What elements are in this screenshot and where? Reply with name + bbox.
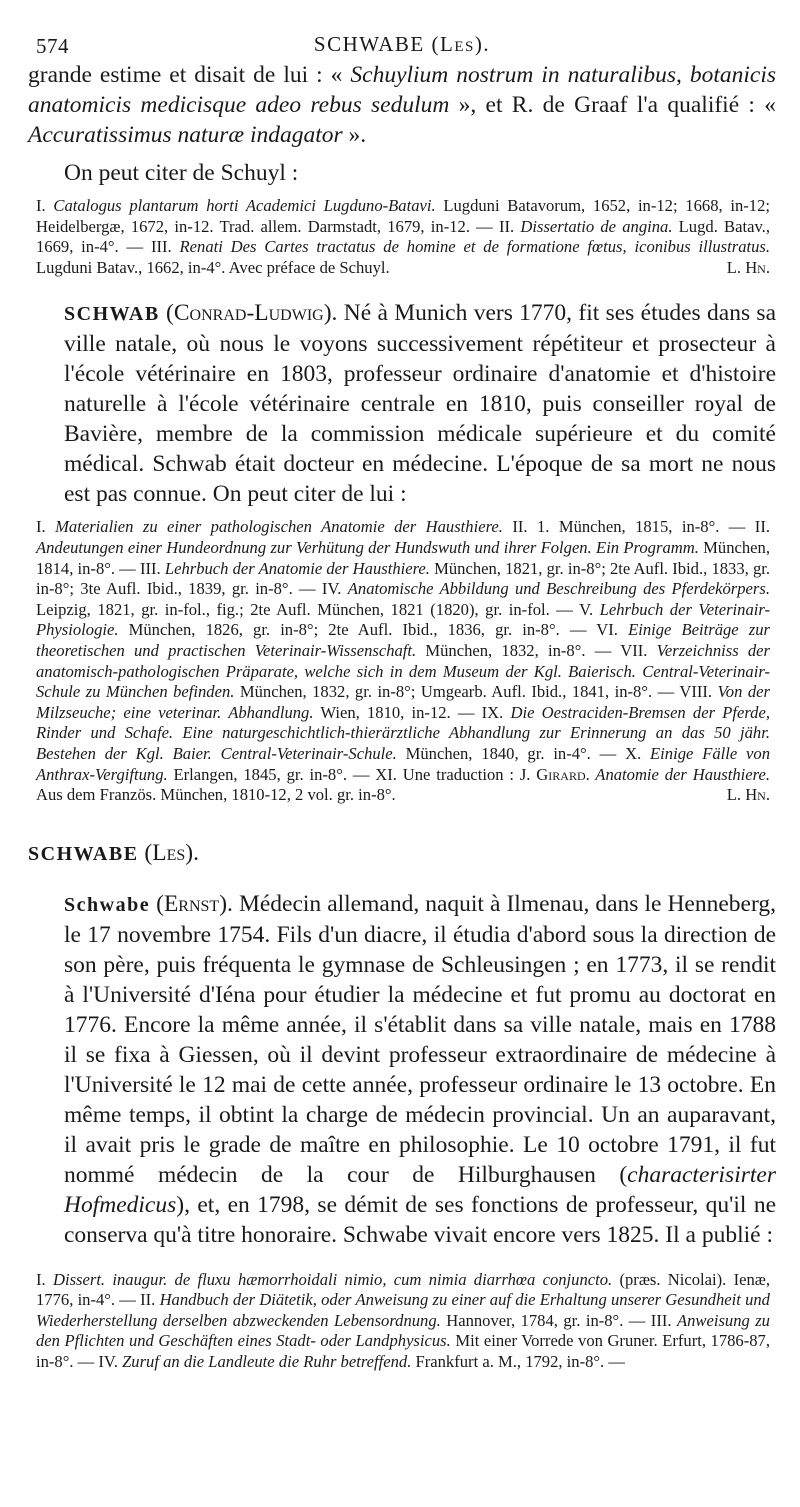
cite-schuyl: On peut citer de Schuyl : [64, 160, 299, 186]
bib-title: Andeutungen einer Hundeordnung zur Verhütung der Hundswuth und ihrer Folgen. Ein Programm. [36, 537, 699, 557]
bib-detail: Aus dem Französ. München, 1810-12, 2 vol. gr. in-8°. [36, 785, 396, 805]
bib-title: Anatomie der Hausthiere. [589, 764, 770, 784]
entry-text-2: ), et, en 1798, se démit de ses fonctions de professeur, qu'il ne conserva qu'à titre honoraire. Schwabe vivait encore vers 1825. Il a publié : [64, 1191, 776, 1248]
entry-name: SCHWAB [64, 303, 160, 326]
running-title-paren: (Les). [431, 32, 491, 56]
bib-detail: München, 1832, gr. in-8°; Umgearb. Aufl. Ibid., 1841, in-8°. — VIII. [234, 682, 718, 702]
bib-title: Materialien zu einer pathologischen Anatomie der Hausthiere. [55, 517, 503, 537]
bib-detail: München, 1832, in-8°. — VII. [416, 640, 657, 660]
entry-text: Né à Munich vers 1770, fit ses études dans sa ville natale, où nous le voyons successivement répétiteur et prosecteur à l'école vétérinaire en 1803, professeur ordinaire d'anatomie et d'histoire naturelle à l'école vétérinaire centrale en 1810, puis conseiller royal de Bavière, membre de la commission médicale supérieure et du comité médical. Schwab était docteur en médecine. L'époque de sa mort ne nous est pas connue. On peut citer de lui : [64, 300, 776, 508]
bib-title: Verzeichniss der anatomisch-pathologischen Präparate, welche sich in dem Museum der Kgl. Baierisch. Central-Veterinair-Schule zu München befinden. [36, 640, 770, 702]
bib-title: Einige Fälle von Anthrax-Vergiftung. [36, 743, 770, 784]
page [28, 0, 776, 1373]
bib-detail: München, 1814, in-8°. — III. [36, 537, 770, 578]
bib-title: Dissertatio de angina. [520, 216, 673, 236]
bib-detail: Lugduni Batav., 1662, in-4°. Avec préface de Schuyl. [36, 257, 390, 277]
bib-title: Einige Beiträge zur theoretischen und practischen Veterinair-Wissenschaft. [36, 620, 770, 660]
entry-given-name: (Conrad-Ludwig). [166, 300, 338, 327]
entry-italic: characterisirter Hofmedicus [64, 1161, 776, 1218]
bib-detail: München, 1821, gr. in-8°; 2te Aufl. Ibid., 1833, gr. in-8°; 3te Aufl. Ibid., 1839, gr. in-8°. — IV. [36, 558, 770, 599]
signature: L. Hn. [726, 785, 770, 805]
bib-title: Zuruf an die Landleute die Ruhr betreffend. [122, 1352, 412, 1372]
intro-quote-2: Accuratissimus naturæ indagator [28, 122, 343, 148]
bib-num: I. [36, 196, 54, 215]
signature: L. Hn. [726, 257, 770, 277]
schwab-bibliography [28, 517, 776, 805]
bib-detail: Erlangen, 1845, gr. in-8°. — XI. Une traduction : J. [167, 764, 537, 784]
bib-detail: München, 1826, gr. in-8°; 2te Aufl. Ibid., 1836, gr. in-8°. — VI. [118, 620, 629, 640]
bib-title: Catalogus plantarum horti Academici Lugduno-Batavi. [53, 196, 436, 215]
bib-title: Die Oestraciden-Bremsen der Pferde, Rinder und Schafe. Eine naturgeschichtlich-thierärztliche Abhandlung zur Erinnerung an das 50 jähr. Bestehen der Kgl. Baier. Central-Veterinair-Schule. [36, 702, 770, 763]
intro-paragraph [28, 60, 776, 150]
section-heading-paren: (Les). [144, 839, 199, 866]
bib-title: Lehrbuch der Veterinair-Physiologie. [36, 599, 770, 640]
bib-title: Anweisung zu den Pflichten und Geschäften eines Stadt- oder Landphysicus. [36, 1310, 770, 1351]
intro-text-c: ». [342, 122, 367, 148]
bib-detail: München, 1840, gr. in-4°. — X. [396, 743, 651, 763]
bib-title: Handbuch der Diätetik, oder Anweisung zu einer auf die Erhaltung unserer Gesundheit und Wiederherstellung derselben abzweckenden Lebensordnung. [36, 1290, 770, 1330]
intro-quote: Schuylium nostrum in naturalibus, botanicis anatomicis medicisque adeo rebus sedulum [28, 62, 776, 118]
bib-num: I. [36, 517, 56, 537]
bib-author: Girard. [536, 764, 590, 784]
bib-title: Renati Des Cartes tractatus de homine et de formatione fœtus, iconibus illustratus. [179, 237, 770, 257]
running-title-name: SCHWABE [313, 32, 425, 56]
schwab-entry [28, 298, 776, 509]
running-title [28, 32, 776, 57]
ernst-bibliography [28, 1270, 776, 1373]
bib-detail: Wien, 1810, in-12. — IX. [313, 702, 511, 722]
bib-detail: Frankfurt a. M., 1792, in-8°. — [411, 1352, 625, 1372]
section-heading [28, 838, 776, 869]
bib-detail: Leipzig, 1821, gr. in-fol., fig.; 2te Aufl. München, 1821 (1820), gr. in-fol. — V. [36, 599, 600, 619]
bib-title: Anatomische Abbildung und Beschreibung des Pferdekörpers. [347, 579, 770, 599]
running-header [28, 0, 776, 60]
ernst-entry [28, 889, 776, 1250]
entry-name: Schwabe [64, 893, 151, 916]
bib-title: Von der Milzseuche; eine veterinar. Abhandlung. [36, 682, 770, 722]
section-heading-name: SCHWABE [28, 842, 139, 865]
page-number: 574 [36, 34, 69, 58]
bib-detail: Mit einer Vorrede von Gruner. Erfurt, 1786-87, in-8°. — IV. [36, 1331, 770, 1372]
entry-text: Médecin allemand, naquit à Ilmenau, dans le Henneberg, le 17 novembre 1754. Fils d'un diacre, il étudia d'abord sous la direction de son père, puis fréquenta le gymnase de Schleusingen ; en 1773, il se rendit à l'Université d'Iéna pour étudier la médecine et fut promu au doctorat en 1776. Encore la même année, il s'établit dans sa ville natale, mais en 1788 il se fixa à Giessen, où il devint professeur extraordinaire de médecine à l'Université le 12 mai de cette année, professeur ordinaire le 13 octobre. En même temps, il obtint la charge de médecin provincial. Un an auparavant, il avait pris le grade de maître en philosophie. Le 10 octobre 1791, il fut nommé médecin de la cour de Hilburghausen ( [64, 890, 777, 1188]
entry-given-name: (Ernst). [156, 890, 233, 917]
bib-detail: Lugduni Batavorum, 1652, in-12; 1668, in-12; Heidelbergæ, 1672, in-12. Trad. allem. Darmstadt, 1679, in-12. — II. [36, 196, 770, 236]
intro-text-b: », et R. de Graaf l'a qualifié : « [449, 92, 776, 118]
bib-detail: (præs. Nicolai). Ienæ, 1776, in-4°. — II. [36, 1269, 770, 1310]
bib-detail: Lugd. Batav., 1669, in-4°. — III. [36, 216, 770, 257]
bib-title: Lehrbuch der Anatomie der Hausthiere. [164, 558, 430, 578]
bib-detail: II. 1. München, 1815, in-8°. — II. [502, 517, 770, 537]
bib-num: I. [36, 1269, 53, 1289]
intro-text-a: grande estime et disait de lui : « [28, 62, 351, 88]
bib-detail: Hannover, 1784, gr. in-8°. — III. [440, 1310, 677, 1330]
bib-title: Dissert. inaugur. de fluxu hæmorrhoidali nimio, cum nimia diarrhœa conjuncto. [52, 1269, 613, 1289]
schuyl-bibliography [28, 196, 776, 278]
